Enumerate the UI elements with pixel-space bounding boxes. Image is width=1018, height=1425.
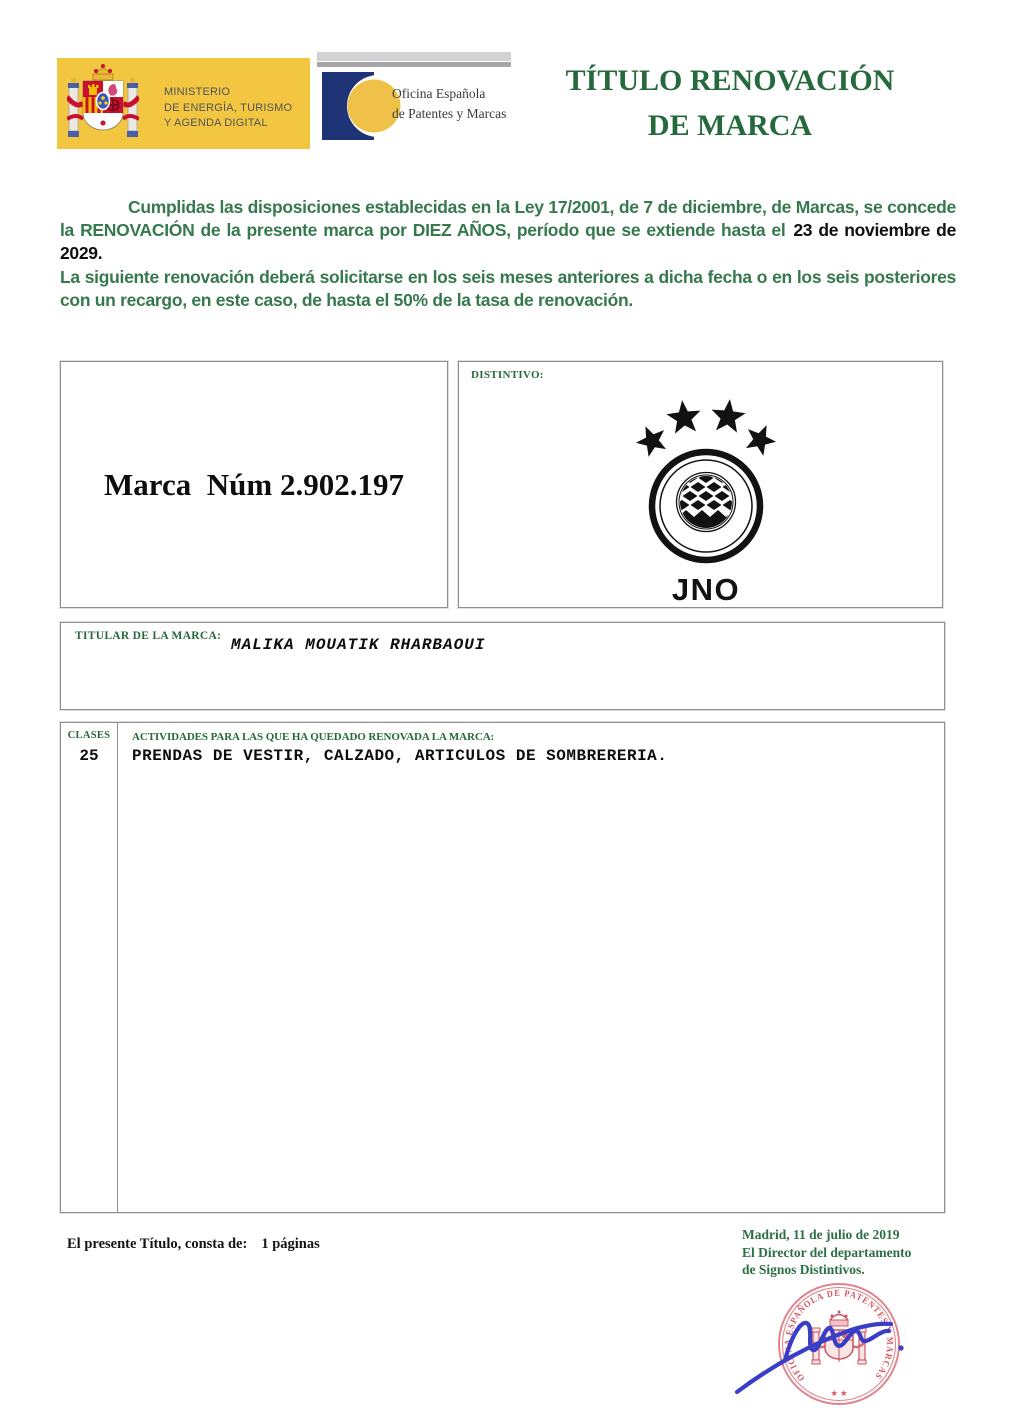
logo-wordmark: JNO — [671, 572, 741, 606]
renewal-statement — [60, 196, 956, 312]
class-number: 25 — [79, 747, 99, 765]
ministry-name — [164, 85, 292, 132]
owner-box — [60, 622, 945, 710]
ministry-line: Y AGENDA DIGITAL — [164, 117, 268, 129]
director-title-line2: de Signos Distintivos. — [742, 1262, 865, 1277]
header-divider-bar — [317, 52, 511, 61]
owner-name: MALIKA MOUATIK RHARBAOUI — [231, 636, 486, 654]
page-count-label: El presente Título, consta de: — [67, 1236, 248, 1252]
oepm-name-line: Oficina Española — [392, 86, 486, 101]
page-title-line1: TÍTULO RENOVACIÓN — [565, 64, 895, 97]
classes-column-divider — [117, 723, 118, 1212]
director-title-line1: El Director del departamento — [742, 1244, 912, 1260]
stamp-text: OFICINA ESPAÑOLA DE PATENTES Y MARCAS — [783, 1288, 895, 1383]
distinctive-sign-box — [458, 361, 943, 608]
ministry-line: MINISTERIO — [164, 86, 231, 98]
classes-column-label: CLASES — [67, 730, 111, 741]
distinctive-sign-label: DISTINTIVO: — [471, 369, 544, 381]
ministry-logo-block — [57, 58, 310, 149]
trademark-number-box — [60, 361, 448, 608]
page-title — [510, 58, 950, 148]
signature-block — [742, 1226, 911, 1279]
trademark-number: Marca Núm 2.902.197 — [104, 466, 404, 502]
page-count-line — [67, 1236, 320, 1253]
place-and-date: Madrid, 11 de julio de 2019 — [742, 1227, 900, 1242]
ministry-line: DE ENERGÍA, TURISMO — [164, 101, 293, 114]
header-divider-bar-2 — [317, 62, 511, 67]
stamp-stars: ★ ★ — [830, 1388, 848, 1398]
oepm-logo-icon — [322, 72, 402, 140]
classes-box — [60, 722, 945, 1213]
renewal-expiry-date: 23 de noviembre de 2029. — [60, 220, 956, 264]
page-count-value: 1 páginas — [261, 1236, 320, 1252]
activities-label: ACTIVIDADES PARA LAS QUE HA QUEDADO RENOVADA LA MARCA: — [132, 731, 495, 743]
oepm-name — [392, 84, 506, 124]
renewal-paragraph-2: La siguiente renovación deberá solicitarse en los seis meses anteriores a dicha fecha o en los seis posteriores con un recargo, en este caso, de hasta el 50% de la tasa de renovación. — [60, 266, 956, 310]
director-signature — [733, 1303, 928, 1398]
renewal-paragraph-1 — [60, 196, 956, 266]
oepm-name-line: de Patentes y Marcas — [392, 106, 507, 121]
owner-label: TITULAR DE LA MARCA: — [75, 630, 222, 642]
renewal-text: Cumplidas las disposiciones establecidas en la Ley 17/2001, de 7 de diciembre, de Marcas, se concede la RENOVACIÓN de la presente marca por DIEZ AÑOS, período que se extiende hasta el — [60, 197, 956, 241]
activities-text: PRENDAS DE VESTIR, CALZADO, ARTICULOS DE SOMBRERERIA. — [132, 747, 668, 765]
jno-brand-logo — [604, 394, 804, 606]
page-title-line2: DE MARCA — [647, 109, 813, 142]
spain-coat-of-arms-icon — [67, 61, 139, 145]
